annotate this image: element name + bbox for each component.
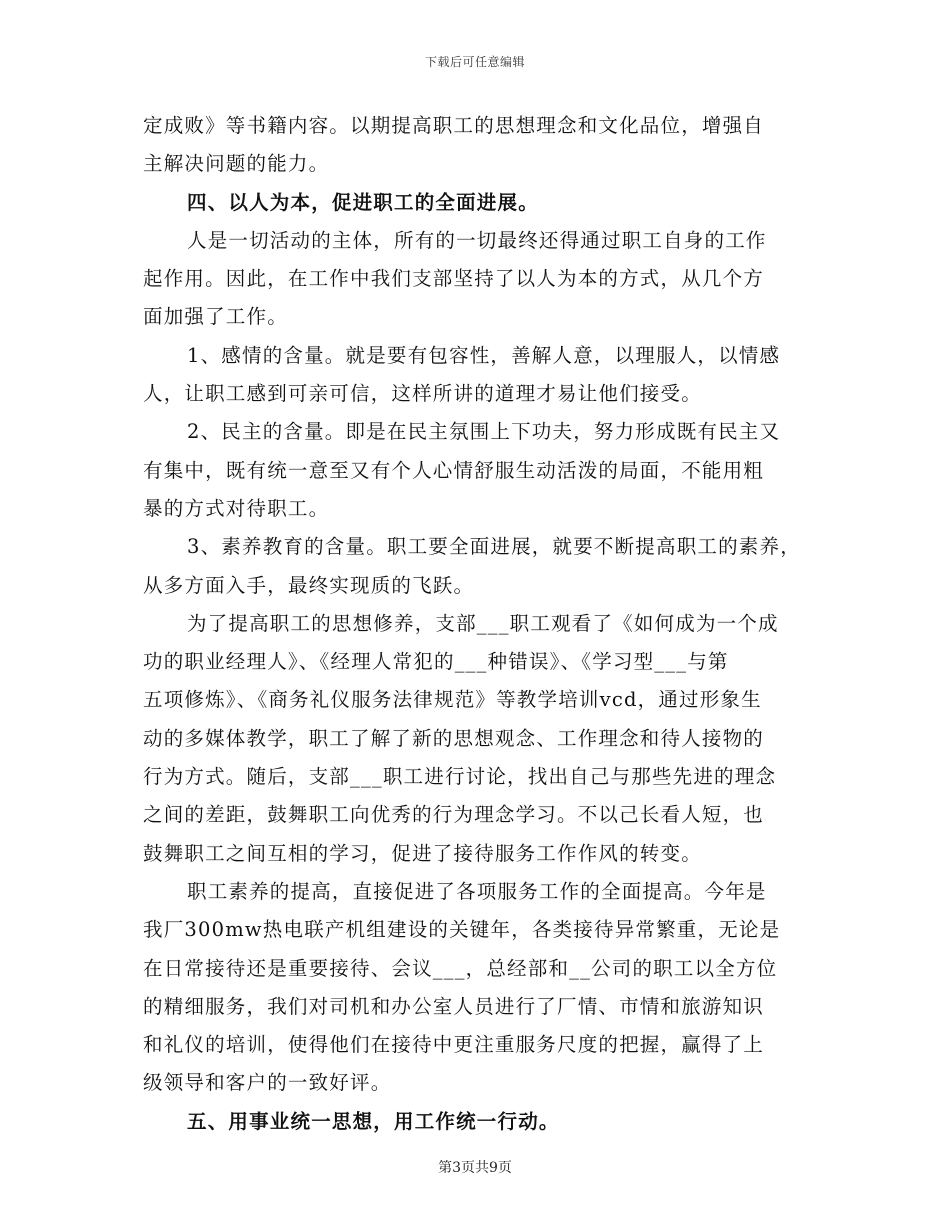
section-heading: 四、以人为本，促进职工的全面进展。 [187,190,539,214]
text-line: 的精细服务，我们对司机和办公室人员进行了厂情、市情和旅游知识 [143,994,765,1018]
text-line: 五项修炼》、《商务礼仪服务法律规范》等教学培训vcd，通过形象生 [143,688,762,712]
text-line: 从多方面入手，最终实现质的飞跃。 [143,573,475,597]
text-line: 在日常接待还是重要接待、会议___，总经部和__公司的职工以全方位 [143,956,778,980]
text-line: 和礼仪的培训，使得他们在接待中更注重服务尺度的把握，赢得了上 [143,1033,765,1057]
section-heading: 五、用事业统一思想，用工作统一行动。 [187,1109,560,1133]
text-line: 3、素养教育的含量。职工要全面进展，就要不断提高职工的素养， [187,535,801,559]
text-line: 鼓舞职工之间互相的学习，促进了接待服务工作作风的转变。 [143,841,702,865]
text-line: 为了提高职工的思想修养，支部___职工观看了《如何成为一个成 [187,611,779,635]
text-line: 主解决问题的能力。 [143,152,330,176]
text-line: 人，让职工感到可亲可信，这样所讲的道理才易让他们接受。 [143,382,702,406]
page-header: 下载后可任意编辑 [424,55,525,69]
text-line: 级领导和客户的一致好评。 [143,1071,392,1095]
text-line: 有集中，既有统一意至又有个人心情舒服生动活泼的局面，不能用粗 [143,458,765,482]
text-line: 面加强了工作。 [143,305,288,329]
text-line: 人是一切活动的主体，所有的一切最终还得通过职工自身的工作 [187,228,767,252]
text-line: 功的职业经理人》、《经理人常犯的___种错误》、《学习型___与第 [143,650,729,674]
text-line: 之间的差距，鼓舞职工向优秀的行为理念学习。不以己长看人短，也 [143,803,765,827]
text-line: 职工素养的提高，直接促进了各项服务工作的全面提高。今年是 [187,879,767,903]
text-line: 2、民主的含量。即是在民主氛围上下功夫，努力形成既有民主又 [187,420,781,444]
text-line: 动的多媒体教学，职工了解了新的思想观念、工作理念和待人接物的 [143,726,765,750]
text-line: 起作用。因此，在工作中我们支部坚持了以人为本的方式，从几个方 [143,267,765,291]
text-line: 1、感情的含量。就是要有包容性，善解人意，以理服人，以情感 [187,343,781,367]
text-line: 暴的方式对待职工。 [143,496,330,520]
text-line: 我厂300mw热电联产机组建设的关键年，各类接待异常繁重，无论是 [143,918,781,942]
document-body [143,107,819,1141]
page-number: 第3页共9页 [438,1160,512,1176]
text-line: 定成败》等书籍内容。以期提高职工的思想理念和文化品位，增强自 [143,114,765,137]
text-line: 行为方式。随后，支部___职工进行讨论，找出自己与那些先进的理念 [143,765,777,789]
